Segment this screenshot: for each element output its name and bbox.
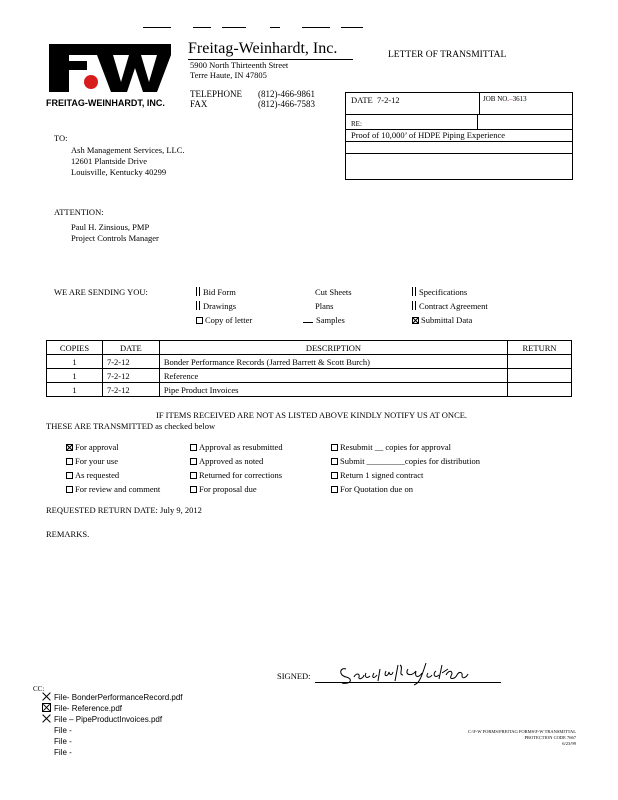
top-mark [302,27,330,28]
specifications-checkbox[interactable] [412,287,416,296]
attention-label: ATTENTION: [54,207,104,217]
for-your-use-checkbox[interactable] [66,458,73,465]
cc-label: CC: [33,685,45,693]
row-description: Reference [159,369,507,383]
submit-checkbox[interactable] [331,458,338,465]
row-description: Pipe Product Invoices [159,383,507,397]
table-row [47,355,572,369]
top-mark [341,27,363,28]
drawings-checkbox[interactable] [196,301,200,310]
top-mark [270,27,280,28]
copies-header: COPIES [47,341,103,355]
telephone-label: TELEPHONE [190,89,242,99]
notice-text: IF ITEMS RECEIVED ARE NOT AS LISTED ABOVE KINDLY NOTIFY US AT ONCE. [156,410,468,420]
attention-name: Paul H. Zinsious, PMP [71,222,150,232]
to-line-1: Ash Management Services, LLC. [71,145,185,155]
table-row [47,383,572,397]
cc-check-icon [42,703,51,712]
table-header-row [47,341,572,355]
resubmit-label: Resubmit __ copies for approval [340,442,451,452]
signature-image [336,659,486,689]
row-date: 7-2-12 [102,383,159,397]
top-mark [222,27,246,28]
sending-label: WE ARE SENDING YOU: [54,287,148,297]
quotation-due-label: For Quotation due on [340,484,413,494]
signed-label: SIGNED: [277,671,311,681]
table-row [47,369,572,383]
plans-label: Plans [315,301,334,311]
job-number: 3613 [512,95,527,103]
bid-form-label: Bid Form [203,287,236,297]
company-address-1: 5900 North Thirteenth Street [190,60,289,70]
fax-label: FAX [190,99,208,109]
specifications-label: Specifications [419,287,468,297]
to-label: TO: [54,133,68,143]
row-copies: 1 [47,383,103,397]
description-header: DESCRIPTION [159,341,507,355]
footer-date: 6/23/99 [562,741,576,746]
re-text: Proof of 10,000’ of HDPE Piping Experience [351,130,505,140]
samples-checkbox[interactable] [303,315,313,323]
cc-file-4: File - [54,726,72,735]
resubmit-checkbox[interactable] [331,444,338,451]
row-copies: 1 [47,369,103,383]
row-description: Bonder Performance Records (Jarred Barrett & Scott Burch) [159,355,507,369]
cc-file-5: File - [54,737,72,746]
date-label: DATE [351,95,373,105]
row-return [508,355,572,369]
company-name: Freitag-Weinhardt, Inc. [188,40,338,57]
telephone-number: (812)-466-9861 [258,89,315,99]
to-line-2: 12601 Plantside Drive [71,156,148,166]
row-date: 7-2-12 [102,355,159,369]
approval-resubmitted-label: Approval as resubmitted [199,442,283,452]
row-return [508,383,572,397]
returned-corrections-label: Returned for corrections [199,470,283,480]
remarks-label: REMARKS. [46,529,90,539]
row-copies: 1 [47,355,103,369]
cc-file-6: File - [54,748,72,757]
items-table [46,340,572,397]
cc-file-1: File- BonderPerformanceRecord.pdf [54,693,183,702]
footer-path: C:\F-W FORMS\FREITAG FORMS\F-W TRANSMITTAL [467,729,576,734]
proposal-due-label: For proposal due [199,484,257,494]
return-signed-label: Return 1 signed contract [340,470,424,480]
company-address-2: Terre Haute, IN 47805 [190,70,267,80]
as-requested-checkbox[interactable] [66,472,73,479]
for-approval-label: For approval [75,442,119,452]
to-line-3: Louisville, Kentucky 40299 [71,167,167,177]
logo-caption: FREITAG-WEINHARDT, INC. [46,98,165,108]
copy-of-letter-checkbox[interactable] [196,317,203,324]
fax-number: (812)-466-7583 [258,99,315,109]
contract-agreement-label: Contract Agreement [419,301,488,311]
row-date: 7-2-12 [102,369,159,383]
cut-sheets-label: Cut Sheets [315,287,352,297]
transmitted-label: THESE ARE TRANSMITTED as checked below [46,421,216,431]
return-signed-checkbox[interactable] [331,472,338,479]
submit-label: Submit _________copies for distribution [340,456,481,466]
job-label: JOB NO. [483,95,510,103]
drawings-label: Drawings [203,301,237,311]
samples-label: Samples [316,315,345,325]
submittal-data-checkbox[interactable] [412,317,419,324]
cc-file-2: File- Reference.pdf [54,704,123,713]
cc-check-icon [42,714,51,723]
contract-agreement-checkbox[interactable] [412,301,416,310]
as-requested-label: As requested [75,470,120,480]
for-review-label: For review and comment [75,484,161,494]
approval-resubmitted-checkbox[interactable] [190,444,197,451]
re-label: RE: [351,120,362,128]
approved-as-noted-checkbox[interactable] [190,458,197,465]
top-mark [143,27,171,28]
footer-code: PROTECTION CODE 7667 [524,735,576,740]
date-header: DATE [102,341,159,355]
cc-check-icon [42,692,51,701]
cc-file-3: File – PipeProductInvoices.pdf [54,715,163,724]
return-header: RETURN [508,341,572,355]
for-approval-checkbox[interactable] [66,444,73,451]
for-review-checkbox[interactable] [66,486,73,493]
for-your-use-label: For your use [75,456,118,466]
top-mark [193,27,211,28]
attention-title: Project Controls Manager [71,233,159,243]
requested-return-date: REQUESTED RETURN DATE: July 9, 2012 [46,505,202,515]
company-logo [47,42,173,94]
quotation-due-checkbox[interactable] [331,486,338,493]
proposal-due-checkbox[interactable] [190,486,197,493]
bid-form-checkbox[interactable] [196,287,200,296]
approved-as-noted-label: Approved as noted [199,456,264,466]
document-title: LETTER OF TRANSMITTAL [388,50,507,60]
date-value: 7-2-12 [376,95,400,105]
copy-of-letter-label: Copy of letter [205,315,253,325]
submittal-data-label: Submittal Data [421,315,473,325]
row-return [508,369,572,383]
returned-corrections-checkbox[interactable] [190,472,197,479]
